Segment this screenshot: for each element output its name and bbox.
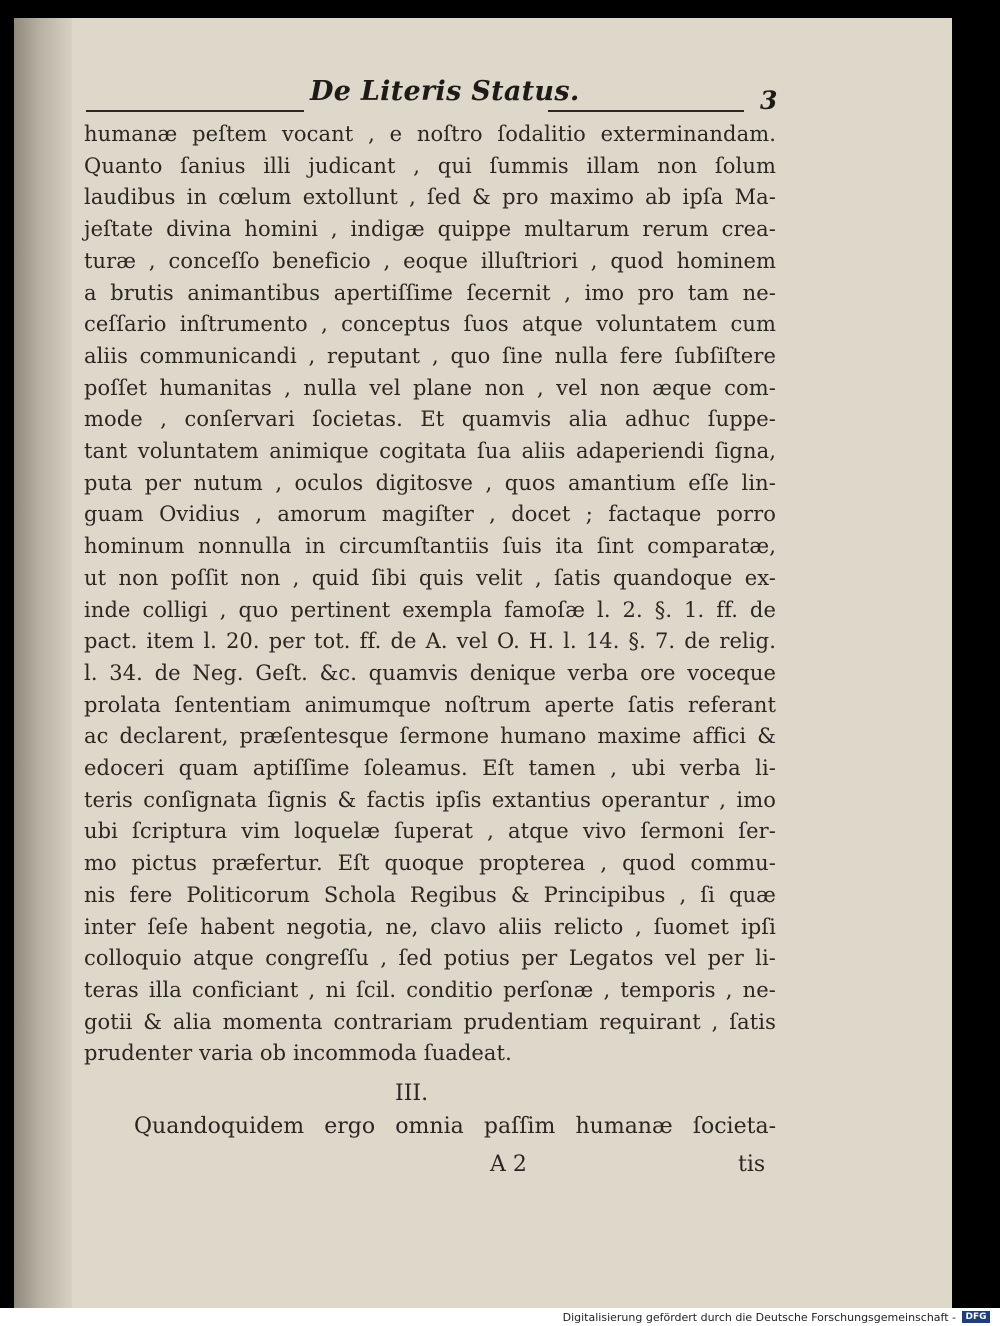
text-line: ceſſario inſtrumento , conceptus ſuos atque voluntatem cum: [84, 312, 776, 337]
dfg-logo: DFG: [962, 1311, 990, 1323]
text-line: teris conſignata ſignis & factis ipſis extantius operantur , imo: [84, 787, 776, 812]
text-line: ut non poſſit non , quid ſibi quis velit , ſatis quandoque ex-: [84, 565, 776, 590]
page-gutter-shadow: [14, 18, 72, 1308]
page-number: 3: [760, 86, 778, 115]
text-line: l. 34. de Neg. Geſt. &c. quamvis denique verba ore voceque: [84, 660, 776, 685]
text-line: gotii & alia momenta contrariam prudentiam requirant , ſatis: [84, 1009, 776, 1034]
text-line: inter ſeſe habent negotia, ne, clavo aliis relicto , ſuomet ipſi: [84, 914, 776, 939]
running-title: De Literis Status.: [310, 76, 580, 107]
text-line: poſſet humanitas , nulla vel plane non , vel non æque com-: [84, 375, 776, 400]
text-line: teras illa conficiant , ni ſcil. conditio perſonæ , temporis , ne-: [84, 977, 776, 1002]
text-line: aliis communicandi , reputant , quo ſine nulla fere ſubſiſtere: [84, 343, 776, 368]
text-line: colloquio atque congreſſu , ſed potius per Legatos vel per li-: [84, 946, 776, 971]
text-line: edoceri quam aptiſſime ſoleamus. Eſt tamen , ubi verba li-: [84, 756, 776, 780]
text-line: prudenter varia ob incommoda ſuadeat.: [84, 1041, 512, 1066]
text-line: inde colligi , quo pertinent exempla famoſæ l. 2. §. 1. ff. de: [84, 597, 776, 622]
text-line: laudibus in cœlum extollunt , ſed & pro maximo ab ipſa Ma-: [84, 185, 776, 210]
text-line: mode , conſervari ſocietas. Et quamvis alia adhuc ſuppe-: [84, 407, 776, 432]
text-line: guam Ovidius , amorum magiſter , docet ; factaque porro: [84, 502, 776, 527]
text-line: nis fere Politicorum Schola Regibus & Principibus , ſi quæ: [84, 882, 776, 907]
text-line: tant voluntatem animique cogitata ſua aliis adaperiendi ſigna,: [84, 439, 776, 463]
paragraph-opening-line: Quandoquidem ergo omnia paſſim humanæ ſocieta-: [134, 1114, 776, 1139]
text-line: ubi ſcriptura vim loquelæ ſuperat , atque vivo ſermoni ſer-: [84, 819, 776, 844]
text-line: humanæ peſtem vocant , e noſtro ſodalitio exterminandam.: [84, 122, 776, 146]
text-line: Quanto ſanius illi judicant , qui ſummis illam non ſolum: [84, 153, 776, 178]
text-line: ac declarent, præſentesque ſermone humano maxime affici &: [84, 724, 776, 749]
funding-credit: Digitalisierung gefördert durch die Deutsche Forschungsgemeinschaft -: [562, 1311, 956, 1324]
signature-mark: A 2: [490, 1152, 527, 1177]
text-line: a brutis animantibus apertiſſime ſecernit , imo pro tam ne-: [84, 280, 776, 305]
text-line: prolata ſententiam animumque noſtrum aperte ſatis referant: [84, 692, 776, 717]
header-rule-right: [548, 110, 744, 112]
text-line: pact. item l. 20. per tot. ff. de A. vel O. H. l. 14. §. 7. de relig.: [84, 629, 776, 654]
text-line: hominum nonnulla in circumſtantiis ſuis ita ſint comparatæ,: [84, 534, 776, 559]
text-line: puta per nutum , oculos digitosve , quos amantium eſſe lin-: [84, 470, 776, 495]
text-line: jeſtate divina homini , indigæ quippe multarum rerum crea-: [84, 217, 776, 242]
section-number: III.: [395, 1081, 429, 1106]
text-line: turæ , conceſſo beneficio , eoque illuſtriori , quod hominem: [84, 248, 776, 273]
catchword: tis: [738, 1152, 766, 1177]
header-rule-left: [86, 110, 304, 112]
text-line: mo pictus præfertur. Eſt quoque propterea , quod commu-: [84, 851, 776, 876]
